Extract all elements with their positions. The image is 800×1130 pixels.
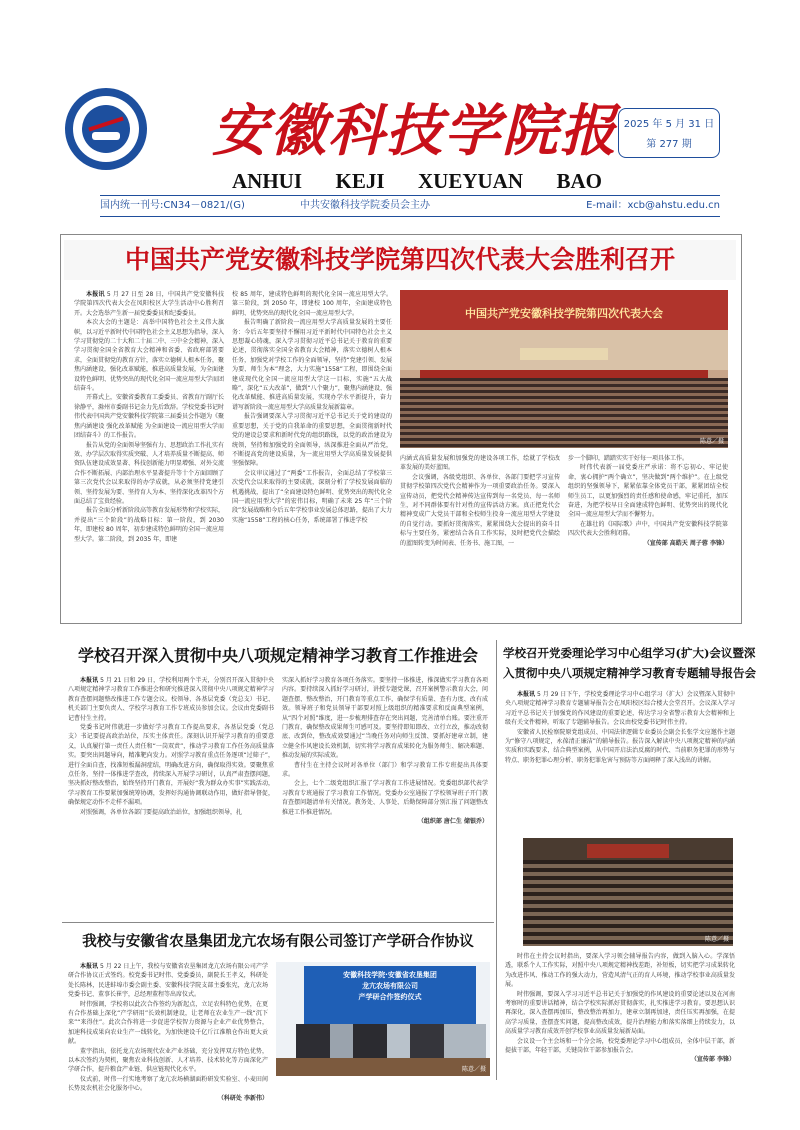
signing-banner: 安徽科技学院·安徽省农垦集团 龙亢农场有限公司 产学研合作签约仪式 <box>343 971 437 1001</box>
sponsor: 中共安徽科技学院委员会主办 <box>300 200 430 211</box>
paragraph: 开幕式上，安徽省委教育工委委员、省教育厅副厅长徐静平，滁州市委副书记金力先后致辞。学校党委书记时伟代表中国共产党安徽科技学院第三届委员会作题为《聚焦内涵建设 强化改革赋能 为全面建设一流应用型大学而团结奋斗》的工作报告。 <box>74 394 225 440</box>
paragraph: 校 85 周年，建成特色鲜明的现代化全国一流应用型大学。第三阶段，到 2050 年，即建校 100 周年，全面建成特色鲜明、优势突出的现代化全国一流应用型大学。 <box>232 291 392 317</box>
masthead-info-bar <box>100 198 720 214</box>
top-story-col-2 <box>232 290 392 615</box>
study-meeting-headline: 学校召开深入贯彻中央八项规定精神学习教育工作推进会 <box>77 646 478 665</box>
center-group-col-bottom <box>505 952 735 1076</box>
center-group-headline <box>503 643 756 683</box>
byline: （组织部 唐仁生 储银乔） <box>417 818 488 826</box>
center-group-col <box>505 690 735 832</box>
paragraph: 曹付生在主持会议时对各单位（部门）和学习教育工作专班提出具体要求。 <box>282 761 488 779</box>
top-story-col-1 <box>74 290 224 615</box>
headline-line: 学校召开党委理论学习中心组学习(扩大)会议暨深 <box>503 646 756 660</box>
photo-credit: 陈意／摄 <box>699 438 724 445</box>
paragraph: 本报讯 5 月 22 日上午，我校与安徽省农垦集团龙亢农场有限公司产学研合作协议正式签约。校党委书记时伟、党委委员，副院长王孝义，科研处处长陈林，民进蚌埠市委会副主委、安徽科技学院支部主委张宪，龙亢农场党委书记、董事长崔宇，总经理董程等出席仪式。 <box>68 963 268 999</box>
pinyin-word: ANHUI <box>232 169 303 193</box>
paragraph: 时伟强调，要深入学习习近平总书记关于加强党的作风建设的重要论述以及在河南考察时的重要讲话精神，结合学校实际抓好贯彻落实，扎实推进学习教育。要思想认识再深化，深入查摆再加压，整改整治再加力，建章立制再加速，责任压实再加强，在提高学习质量，查摆查实问题，提高整改成效，提升治理能力和落实落细上持续发力，以高质量学习教育成效开创学校事业高质量发展新局面。 <box>505 990 735 1036</box>
paragraph: 在雄壮的《国际歌》声中，中国共产党安徽科技学院第四次代表大会胜利闭幕。 <box>568 520 728 538</box>
top-story-col-3 <box>400 454 560 617</box>
masthead-title: 安徽科技学院报 <box>212 98 618 164</box>
lecture-photo <box>523 838 733 946</box>
congress-banner: 中国共产党安徽科技学院第四次代表大会 <box>465 307 663 320</box>
congress-photo <box>400 290 728 448</box>
paragraph: 安徽省人民检察院原党组成员、中国法律逻辑专业委员会副会长张学文应邀作主题为“修守八项规定，永葆清正廉洁”的辅导报告。报告深入解读中央八项规定精神的内涵实质和实践要求，结合典型案例，从中国开启法治反腐的时代、当前职务犯罪的形势与特点、职务犯罪心理分析、职务犯罪危害与预防等方面阐释了深入浅出的讲解。 <box>505 728 735 764</box>
paragraph: 步一个脚印，踏踏实实干好每一项具体工作。 <box>568 455 689 462</box>
paragraph: 董宇指出，依托龙亢农场现代农业产业基础，充分发挥双方特色优势，以本次签约为契机，聚焦农业科技创新、人才培养、技术转化等方面深化产学研合作，提升粮食产业链、供应链现代化水平。 <box>68 1047 268 1074</box>
paragraph: 仪式前，时伟一行实地考察了龙亢农场横湖面粉研发实验室、小麦田间长势及农机社会化服务中心。 <box>68 1075 268 1093</box>
paragraph: 本次大会的主题是：高举中国特色社会主义伟大旗帜，以习近平新时代中国特色社会主义思想为指导，深入学习贯彻党的二十大和二十届二中、三中全会精神，深入学习贯彻全国全省教育大会精神和省委、省政府部署要求，全面贯彻党的教育方针，落实立德树人根本任务，聚焦内涵建设，强化改革赋能，推进高质量发展，为全面建设特色鲜明、优势突出的现代化全国一流应用型大学而团结奋斗。 <box>74 319 225 393</box>
issue-date: 2025 年 5 月 31 日 <box>623 119 715 130</box>
paragraph: 党委书记时伟就进一步做好学习教育工作提出要求，各基层党委（党总支）书记要提高政治站位，压实主体责任。深刻认识开展学习教育的重要意义，认真履行第一责任人责任和“一岗双责”，推动学习教育工作任务高质量落实。要突出问题导向，精准靶向发力。对照学习教育重点任务逐项“过筛子”，进行全面自查，找准短板漏洞症结，明确改进方向，确保取得实效。要聚焦重点任务，坚持一体推进学查改，持续深入开展学习研讨，认真严肃查摆问题，坚决抓好整改整治，始终坚持开门教育，开展好“我为群众办实事”实践活动，学习教育工作要紧加强统筹协调，发挥好沟通协调联动作用，做好指导督促，确保规定动作不走样不漏项。 <box>68 724 274 807</box>
pinyin-word: XUEYUAN <box>418 169 523 193</box>
paragraph: 报告从党的全面领导坚强有力、思想政治工作扎实有效、办学层次取得实质突破、人才培养质量不断提高、师资队伍建设成效显著、科技创新能力明显增强、对外交流合作不断拓展、内部治理水平显著提升等十个方面回顾了第三次党代会以来取得的办学成就，从必须坚持党建引领、坚持发展为要、坚持育人为本、坚持深化改革四个方面总结了宝贵经验。 <box>74 441 225 505</box>
paragraph: 本报讯 5 月 29 日下午，学校党委理论学习中心组学习（扩大）会议暨深入贯彻中央八项规定精神学习教育专题辅导报告会在凤阳校区综合楼大会堂召开。会议深入学习习近平总书记关于加强党的作风建设的重要论述，传达学习全省警示教育大会精神和上级有关文件精神，听取了专题辅导报告。会议由校党委书记时伟主持。 <box>505 691 735 727</box>
byline: （宣传部 李锋） <box>690 1056 735 1064</box>
paragraph: 报告明确了新阶段一流应用型大学高质量发展的主要任务：今后五年要坚持不懈用习近平新时代中国特色社会主义思想凝心铸魂，深入学习贯彻习近平总书记关于教育的重要论述，贯彻落实全国全省教育大会精神，落实立德树人根本任务，加强党对学校工作的全面领导，坚持“党建引领、发展为要、师生为本”理念，大力实施“1558”工程，即围绕全面建成现代化全国一流应用型大学这一目标，实施“五大战略”，深化“五大改革”，做到“八个聚力”，聚焦内涵建设、强化改革赋能、推进高质量发展，实现办学水平新提升，奋力谱写新阶段一流应用型大学高质量发展新篇章。 <box>232 319 392 411</box>
paragraph: 报告强调要深入学习贯彻习近平总书记关于党的建设的重要思想，关于党的自我革命的重要思想，全面贯彻新时代党的建设总要求和新时代党的组织路线，以党的政治建设为统领，坚持和加强党的全面领导，纵深推进全面从严治党，不断提高党的建设质量，为一流应用型大学高质量发展提供坚强保障。 <box>232 413 392 468</box>
cooperation-col <box>68 962 268 1102</box>
paragraph: 实深入抓好学习教育各项任务落实。要坚持一体推进，推深做实学习教育各项内容。要持续深入抓好学习研讨，讲授专题党课，召开案例警示教育大会，问题查摆、整改整治，开门教育等重点工作，确保学有质量、查有力度、改有成效。领导班子和党员领导干部要对照上级组织的精准要求和反面典型案例，从“四个对照”维度，进一步梳理排查存在突出问题，完善清单台账。要注重开门教育，确保整改成果师生可感可及。要坚持即知即改、立行立改，推动改彻底、改到位，整改成效要通过“当晚任务对向师生反馈、要抓好建章立制，建立健全作风建设长效机制，切实将学习教育成果转化为服务师生、解决难题、推动发展的实际成效。 <box>282 677 488 760</box>
byline: （宣传部 高皓天 周子蓉 李锋） <box>643 539 728 547</box>
paragraph: 时伟强调，学校将以此次合作签约为新起点，立足农科特色优势，在更有合作基础上深化“产学研用”长效机制建设，让老师在农业生产一线“沉下来”“来得住”。此次合作将进一步促进学校智力资源与企业产业优势整合，加速科技成果向农业生产一线转化，为加快建设千亿斤江淮粮仓作出更大贡献。 <box>68 1000 268 1046</box>
cooperation-headline: 我校与安徽省农垦集团龙亢农场有限公司签订产学研合作协议 <box>82 933 474 950</box>
cn-code: 国内统一刊号:CN34－0821/(G) <box>100 200 245 211</box>
top-story-col-4 <box>568 454 728 617</box>
paragraph: 会议强调，各级党组织、各单位、各部门要把学习宣传贯彻学校第四次党代会精神作为一项重要政治任务。要深入宣传动员，把党代会精神传达宣传到每一名党员、每一名师生，对不同群体要有针对性的宣传活动方案。真正把党代会精神变成广大党员干部和全校师生投身一流应用型大学建设的自觉行动。要抓好贯彻落实，紧紧围绕大会提出的奋斗目标与主要任务，紧密结合各自工作实际，及时把党代会描绘的蓝图转变为时间表、任务书、施工图，一 <box>400 473 560 547</box>
paragraph: 时伟在主持会议时指出，要深入学习领会辅导报告内容，做到入脑入心。学深悟透，联系个人工作实际，对照中央八项规定精神找差距，补短板，切实把学习成果转化为改进作风、推动工作的强大动力，营造风清气正的育人环境，推动学校事业高质量发展。 <box>505 953 735 989</box>
paragraph: 会议设一个主会场和一个分会场，校党委理论学习中心组成员，全体中层干部，新提拔干部，年轻干部，关键岗位干部参加报告会。 <box>505 1037 735 1055</box>
issue-number: 第 277 期 <box>646 139 692 150</box>
email-link[interactable]: E-mail：xcb@ahstu.edu.cn <box>586 200 720 211</box>
byline: （科研处 李新伟） <box>217 1094 268 1102</box>
paragraph: 内涵式高质量发展和加强党的建设各项工作，绘就了学校改革发展的美好蓝图。 <box>400 455 560 472</box>
pinyin-word: BAO <box>556 169 602 193</box>
paragraph: 会上，七个二级党组织汇报了学习教育工作进展情况。党委组织部代表学习教育专班通报了学习教育工作情况。党委办公室通报了学校领导班子开门教育查摆问题清单有关情况。教务处、人事处、后勤保障部分别汇报了问题整改推进工作推进情况。 <box>282 780 488 816</box>
headline-line: 入贯彻中央八项规定精神学习教育专题辅导报告会 <box>503 666 756 680</box>
study-meeting-col-2 <box>282 676 488 916</box>
photo-credit: 陈意／摄 <box>704 936 729 943</box>
top-story-headline: 中国共产党安徽科技学院第四次代表大会胜利召开 <box>64 240 736 280</box>
paragraph: 本报讯 5 月 27 日至 28 日，中国共产党安徽科技学院第四次代表大会在凤阳校区大学生活动中心胜利召开。大会选举产生新一届党委委员和纪委委员。 <box>74 291 224 317</box>
paragraph: 本报讯 5 月 21 日和 29 日，学校利用两个半天，分别召开深入贯彻中央八项规定精神学习教育工作推进会和研究推进深入贯彻中央八项规定精神学习教育查摆问题整改推进工作专题会议。校领导、各基层党委（党总支）书记、机关部门主要负责人、学校学习教育工作专班成员参加会议。会议由党委副书记曹付生主持。 <box>68 677 274 722</box>
study-meeting-col-1 <box>68 676 274 916</box>
paragraph: 会议审议通过了“两委”工作报告，全面总结了学校第三次党代会以来取得的主要成就，深刻分析了学校发展面临的机遇挑战，提出了“全面建设特色鲜明、优势突出的现代化全国一流应用型大学”的宏伟目标，明确了未来 25 年“三个阶段”发展战略和今后五年学校事业发展总体思路，提出了大力实施“1558”工程的核心任务，系统部署了推进学校 <box>232 469 392 524</box>
issue-box <box>618 108 720 158</box>
paragraph: 对照强调，各单位各部门要提高政治站位，加强组织领导，扎 <box>80 808 243 816</box>
paragraph: 时伟代表新一届党委庄严承诺：将不忘初心、牢记使命，衷心拥护“两个确立”，坚决做到“两个维护”。在上级党组织的坚强领导下，紧紧依靠全体党员干部，紧紧团结全校师生员工，以更加强烈的责任感和使命感，牢记重托，加压奋进，为把学校早日全面建成特色鲜明、优势突出的现代化全国一流应用型大学而不懈努力。 <box>568 464 728 519</box>
paragraph: 报告全面分析新阶段高等教育发展形势和学校实际，并提出“三个阶段”的战略目标：第一阶段，到 2030 年，即建校 80 周年，初步建成特色鲜明的全国一流应用型大学。第二阶段，到 2035 年，即建 <box>74 507 225 543</box>
photo-credit: 陈意／摄 <box>461 1066 486 1073</box>
masthead-pinyin <box>232 170 602 192</box>
school-logo: 1950 <box>65 88 147 170</box>
pinyin-word: KEJI <box>335 169 385 193</box>
signing-photo <box>276 962 490 1076</box>
